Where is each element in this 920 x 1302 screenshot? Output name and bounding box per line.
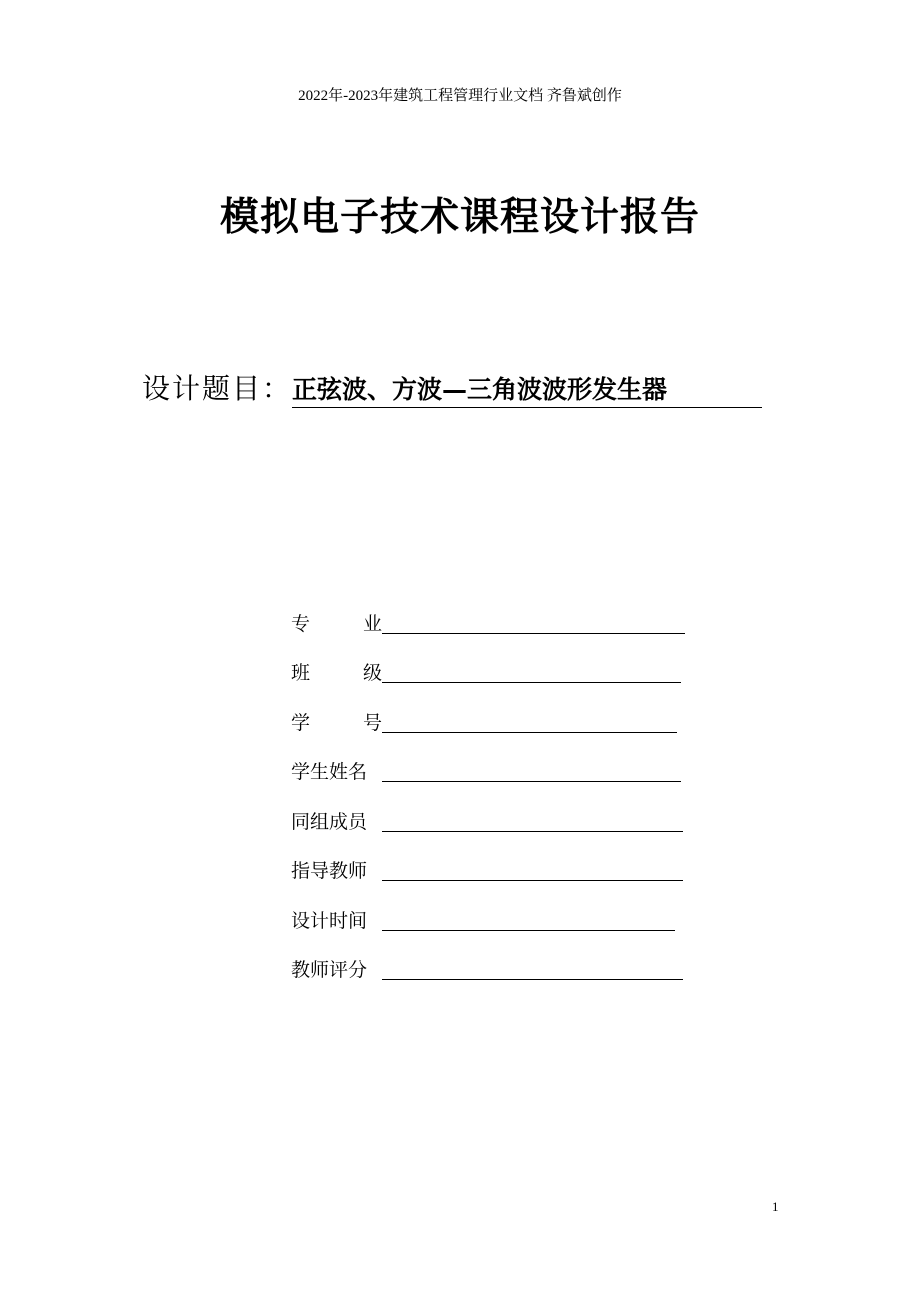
subject-value: 正弦波、方波—三角波波形发生器 (292, 370, 762, 408)
form-label-major (291, 610, 382, 638)
form-row-student-name (291, 737, 691, 787)
group-members-field[interactable] (382, 811, 683, 832)
page-number: 1 (772, 1199, 779, 1214)
class-field[interactable] (382, 662, 681, 683)
page-header: 2022年-2023年建筑工程管理行业文档 齐鲁斌创作 (298, 88, 622, 104)
form-label-student-name: 学生姓名 (291, 761, 368, 783)
label-char: 业 (362, 612, 382, 635)
grade-field[interactable] (382, 959, 683, 980)
info-form (291, 588, 691, 984)
form-label-group-members: 同组成员 (291, 810, 368, 833)
subject-label: 设计题目： (142, 372, 293, 405)
form-row-design-time (291, 885, 691, 935)
label-char: 专 (291, 612, 311, 635)
student-id-field[interactable] (382, 712, 677, 733)
form-row-instructor (291, 836, 691, 886)
form-label-student-id (291, 709, 382, 737)
form-label-grade: 教师评分 (291, 959, 368, 981)
report-title: 模拟电子技术课程设计报告 (219, 194, 700, 240)
label-char: 学 (291, 711, 311, 734)
form-row-group-members (291, 786, 691, 836)
label-char: 级 (362, 662, 382, 684)
form-label-instructor: 指导教师 (291, 860, 368, 882)
form-label-class (291, 659, 382, 687)
form-label-design-time: 设计时间 (291, 909, 368, 932)
label-char: 班 (291, 662, 311, 684)
form-row-student-id (291, 687, 691, 737)
form-row-grade (291, 935, 691, 985)
design-time-field[interactable] (382, 910, 675, 931)
design-subject (142, 367, 782, 403)
student-name-field[interactable] (382, 761, 681, 782)
label-char: 号 (362, 711, 382, 734)
instructor-field[interactable] (382, 860, 683, 881)
major-field[interactable] (382, 613, 685, 634)
form-row-class (291, 638, 691, 688)
form-row-major (291, 588, 691, 638)
